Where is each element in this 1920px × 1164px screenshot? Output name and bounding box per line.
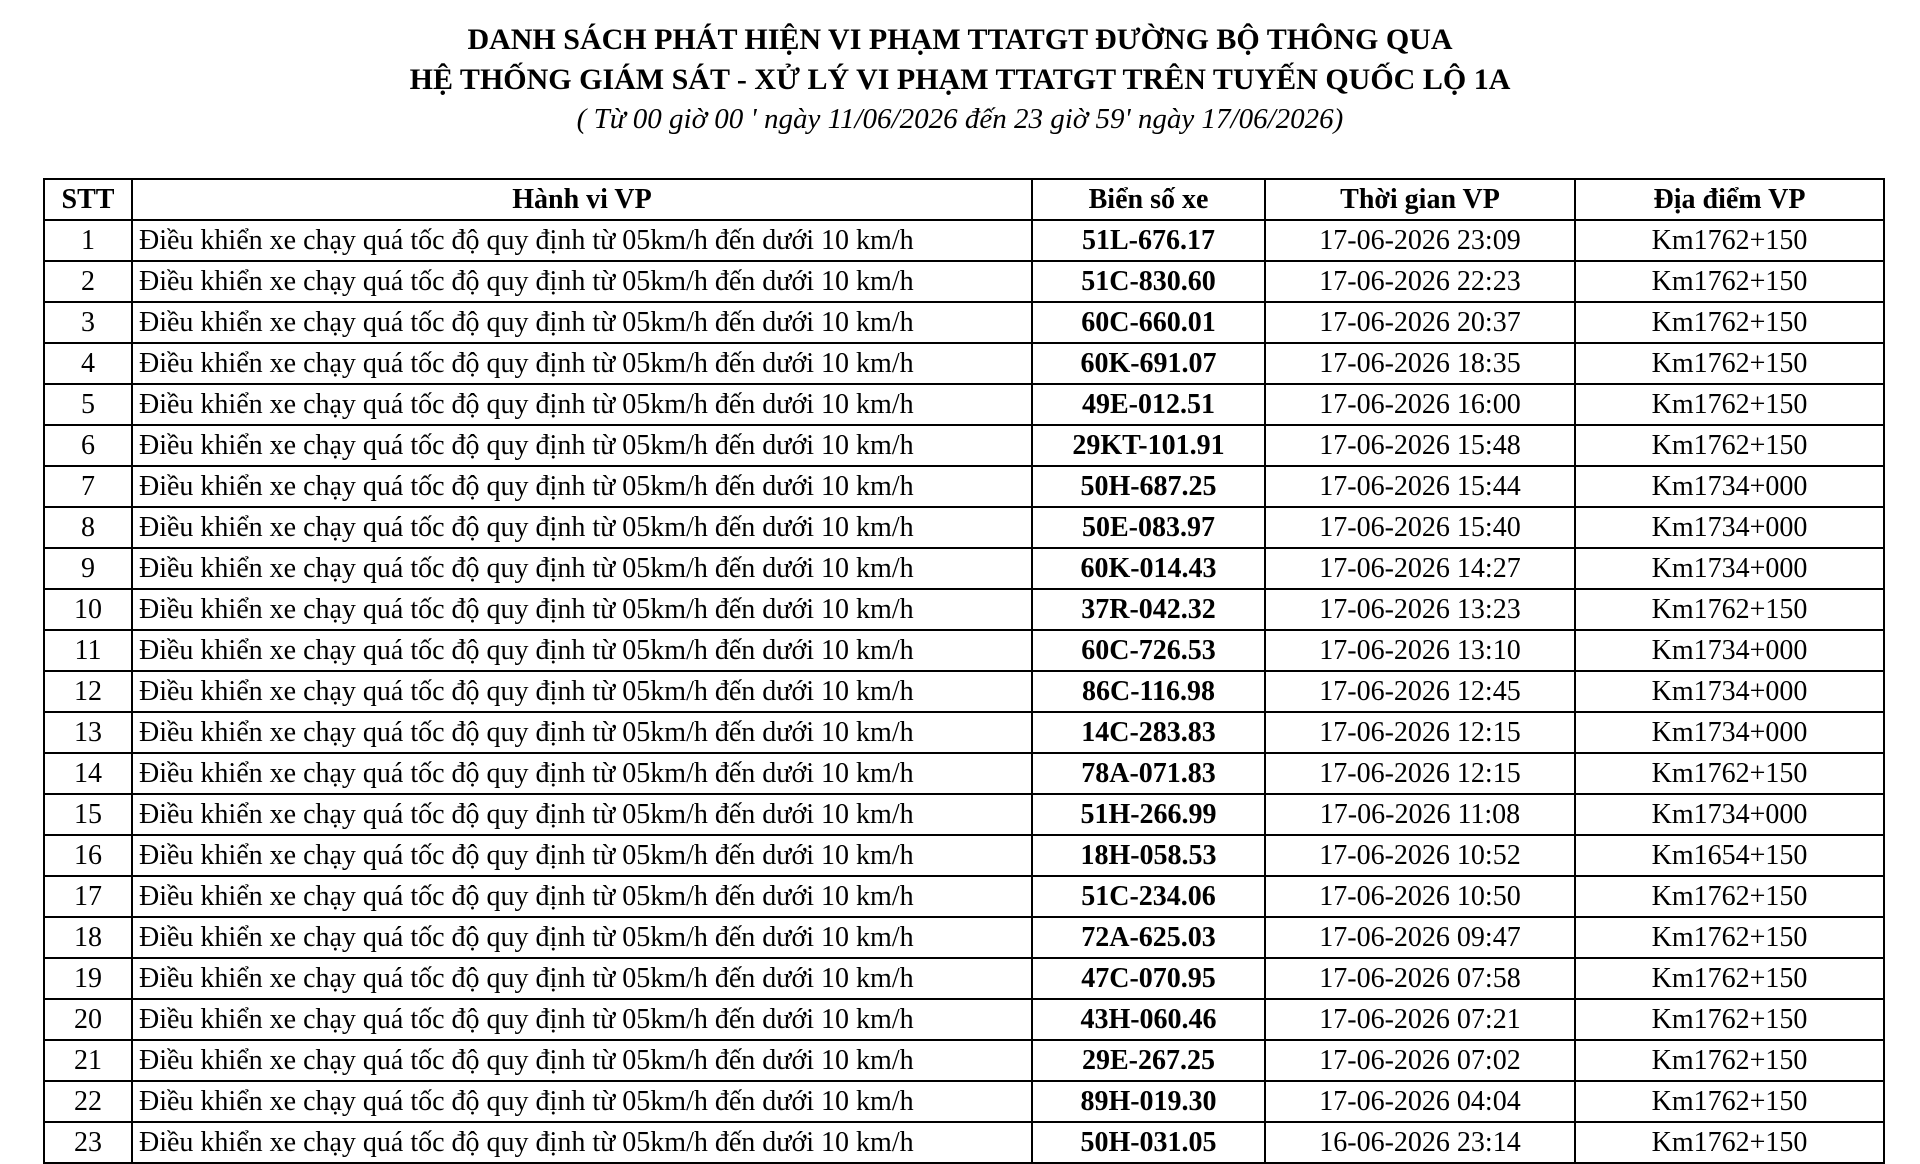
license-plate-cell: 18H-058.53: [1032, 835, 1265, 876]
location-cell: Km1762+150: [1575, 917, 1884, 958]
table-row: [44, 999, 1884, 1040]
license-plate-cell: 50H-687.25: [1032, 466, 1265, 507]
location-cell: Km1762+150: [1575, 1122, 1884, 1163]
table-row: [44, 753, 1884, 794]
violation-cell: Điều khiển xe chạy quá tốc độ quy định từ 05km/h đến dưới 10 km/h: [132, 917, 1032, 958]
violation-time-cell: 17-06-2026 10:52: [1265, 835, 1575, 876]
license-plate-cell: 60C-660.01: [1032, 302, 1265, 343]
row-number-cell: 14: [44, 753, 132, 794]
location-cell: Km1734+000: [1575, 712, 1884, 753]
row-number-cell: 20: [44, 999, 132, 1040]
row-number-cell: 3: [44, 302, 132, 343]
table-row: [44, 220, 1884, 261]
column-header-stt: STT: [44, 179, 132, 220]
row-number-cell: 12: [44, 671, 132, 712]
table-row: [44, 630, 1884, 671]
license-plate-cell: 60C-726.53: [1032, 630, 1265, 671]
table-header-row: [44, 179, 1884, 220]
table-row: [44, 876, 1884, 917]
violation-time-cell: 17-06-2026 13:23: [1265, 589, 1575, 630]
table-row: [44, 302, 1884, 343]
violation-cell: Điều khiển xe chạy quá tốc độ quy định từ 05km/h đến dưới 10 km/h: [132, 671, 1032, 712]
row-number-cell: 22: [44, 1081, 132, 1122]
violation-time-cell: 17-06-2026 23:09: [1265, 220, 1575, 261]
violation-cell: Điều khiển xe chạy quá tốc độ quy định từ 05km/h đến dưới 10 km/h: [132, 261, 1032, 302]
location-cell: Km1762+150: [1575, 343, 1884, 384]
location-cell: Km1734+000: [1575, 548, 1884, 589]
row-number-cell: 5: [44, 384, 132, 425]
table-row: [44, 261, 1884, 302]
row-number-cell: 16: [44, 835, 132, 876]
location-cell: Km1734+000: [1575, 507, 1884, 548]
violation-time-cell: 17-06-2026 12:15: [1265, 712, 1575, 753]
violation-cell: Điều khiển xe chạy quá tốc độ quy định từ 05km/h đến dưới 10 km/h: [132, 384, 1032, 425]
row-number-cell: 8: [44, 507, 132, 548]
table-row: [44, 343, 1884, 384]
license-plate-cell: 37R-042.32: [1032, 589, 1265, 630]
violation-cell: Điều khiển xe chạy quá tốc độ quy định từ 05km/h đến dưới 10 km/h: [132, 1122, 1032, 1163]
row-number-cell: 17: [44, 876, 132, 917]
row-number-cell: 9: [44, 548, 132, 589]
location-cell: Km1762+150: [1575, 302, 1884, 343]
location-cell: Km1762+150: [1575, 220, 1884, 261]
violation-time-cell: 17-06-2026 11:08: [1265, 794, 1575, 835]
table-row: [44, 958, 1884, 999]
violation-time-cell: 17-06-2026 07:58: [1265, 958, 1575, 999]
violation-time-cell: 17-06-2026 14:27: [1265, 548, 1575, 589]
violation-time-cell: 17-06-2026 15:40: [1265, 507, 1575, 548]
row-number-cell: 6: [44, 425, 132, 466]
violation-time-cell: 17-06-2026 10:50: [1265, 876, 1575, 917]
violation-time-cell: 17-06-2026 13:10: [1265, 630, 1575, 671]
violation-cell: Điều khiển xe chạy quá tốc độ quy định từ 05km/h đến dưới 10 km/h: [132, 548, 1032, 589]
row-number-cell: 23: [44, 1122, 132, 1163]
license-plate-cell: 51C-830.60: [1032, 261, 1265, 302]
row-number-cell: 11: [44, 630, 132, 671]
location-cell: Km1734+000: [1575, 466, 1884, 507]
table-row: [44, 466, 1884, 507]
table-row: [44, 384, 1884, 425]
violation-cell: Điều khiển xe chạy quá tốc độ quy định từ 05km/h đến dưới 10 km/h: [132, 794, 1032, 835]
violation-cell: Điều khiển xe chạy quá tốc độ quy định từ 05km/h đến dưới 10 km/h: [132, 712, 1032, 753]
violation-cell: Điều khiển xe chạy quá tốc độ quy định từ 05km/h đến dưới 10 km/h: [132, 220, 1032, 261]
violation-time-cell: 17-06-2026 15:44: [1265, 466, 1575, 507]
license-plate-cell: 14C-283.83: [1032, 712, 1265, 753]
license-plate-cell: 49E-012.51: [1032, 384, 1265, 425]
license-plate-cell: 47C-070.95: [1032, 958, 1265, 999]
table-row: [44, 1081, 1884, 1122]
violation-time-cell: 17-06-2026 22:23: [1265, 261, 1575, 302]
row-number-cell: 18: [44, 917, 132, 958]
row-number-cell: 21: [44, 1040, 132, 1081]
violation-cell: Điều khiển xe chạy quá tốc độ quy định từ 05km/h đến dưới 10 km/h: [132, 302, 1032, 343]
document-title-line-1: DANH SÁCH PHÁT HIỆN VI PHẠM TTATGT ĐƯỜNG BỘ THÔNG QUA: [467, 23, 1453, 56]
violation-time-cell: 17-06-2026 12:15: [1265, 753, 1575, 794]
column-header-plate: Biển số xe: [1032, 179, 1265, 220]
violation-cell: Điều khiển xe chạy quá tốc độ quy định từ 05km/h đến dưới 10 km/h: [132, 999, 1032, 1040]
table-row: [44, 425, 1884, 466]
table-row: [44, 507, 1884, 548]
row-number-cell: 19: [44, 958, 132, 999]
violation-time-cell: 17-06-2026 20:37: [1265, 302, 1575, 343]
violation-cell: Điều khiển xe chạy quá tốc độ quy định từ 05km/h đến dưới 10 km/h: [132, 835, 1032, 876]
license-plate-cell: 89H-019.30: [1032, 1081, 1265, 1122]
location-cell: Km1762+150: [1575, 261, 1884, 302]
row-number-cell: 10: [44, 589, 132, 630]
table-row: [44, 1040, 1884, 1081]
row-number-cell: 2: [44, 261, 132, 302]
license-plate-cell: 50E-083.97: [1032, 507, 1265, 548]
violation-time-cell: 16-06-2026 23:14: [1265, 1122, 1575, 1163]
violation-cell: Điều khiển xe chạy quá tốc độ quy định từ 05km/h đến dưới 10 km/h: [132, 753, 1032, 794]
license-plate-cell: 50H-031.05: [1032, 1122, 1265, 1163]
location-cell: Km1654+150: [1575, 835, 1884, 876]
violation-time-cell: 17-06-2026 09:47: [1265, 917, 1575, 958]
license-plate-cell: 60K-014.43: [1032, 548, 1265, 589]
violation-time-cell: 17-06-2026 04:04: [1265, 1081, 1575, 1122]
document-title-line-2: HỆ THỐNG GIÁM SÁT - XỬ LÝ VI PHẠM TTATGT TRÊN TUYẾN QUỐC LỘ 1A: [409, 63, 1511, 96]
location-cell: Km1762+150: [1575, 1081, 1884, 1122]
license-plate-cell: 29KT-101.91: [1032, 425, 1265, 466]
location-cell: Km1762+150: [1575, 1040, 1884, 1081]
license-plate-cell: 29E-267.25: [1032, 1040, 1265, 1081]
license-plate-cell: 51H-266.99: [1032, 794, 1265, 835]
violation-cell: Điều khiển xe chạy quá tốc độ quy định từ 05km/h đến dưới 10 km/h: [132, 466, 1032, 507]
table-row: [44, 589, 1884, 630]
violation-time-cell: 17-06-2026 07:21: [1265, 999, 1575, 1040]
location-cell: Km1734+000: [1575, 630, 1884, 671]
violation-cell: Điều khiển xe chạy quá tốc độ quy định từ 05km/h đến dưới 10 km/h: [132, 630, 1032, 671]
violation-cell: Điều khiển xe chạy quá tốc độ quy định từ 05km/h đến dưới 10 km/h: [132, 1040, 1032, 1081]
license-plate-cell: 43H-060.46: [1032, 999, 1265, 1040]
column-header-location: Địa điểm VP: [1575, 179, 1884, 220]
table-row: [44, 794, 1884, 835]
document-date-range: ( Từ 00 giờ 00 ' ngày 11/06/2026 đến 23 giờ 59' ngày 17/06/2026): [576, 103, 1344, 135]
row-number-cell: 7: [44, 466, 132, 507]
license-plate-cell: 86C-116.98: [1032, 671, 1265, 712]
table-body: [44, 220, 1884, 1163]
row-number-cell: 1: [44, 220, 132, 261]
location-cell: Km1734+000: [1575, 671, 1884, 712]
table-row: [44, 712, 1884, 753]
violation-time-cell: 17-06-2026 12:45: [1265, 671, 1575, 712]
location-cell: Km1762+150: [1575, 876, 1884, 917]
location-cell: Km1762+150: [1575, 999, 1884, 1040]
violation-cell: Điều khiển xe chạy quá tốc độ quy định từ 05km/h đến dưới 10 km/h: [132, 958, 1032, 999]
violation-cell: Điều khiển xe chạy quá tốc độ quy định từ 05km/h đến dưới 10 km/h: [132, 1081, 1032, 1122]
violation-cell: Điều khiển xe chạy quá tốc độ quy định từ 05km/h đến dưới 10 km/h: [132, 507, 1032, 548]
location-cell: Km1762+150: [1575, 589, 1884, 630]
violation-cell: Điều khiển xe chạy quá tốc độ quy định từ 05km/h đến dưới 10 km/h: [132, 876, 1032, 917]
table-row: [44, 917, 1884, 958]
table-row: [44, 1122, 1884, 1163]
location-cell: Km1762+150: [1575, 425, 1884, 466]
column-header-time: Thời gian VP: [1265, 179, 1575, 220]
location-cell: Km1762+150: [1575, 753, 1884, 794]
row-number-cell: 4: [44, 343, 132, 384]
violation-time-cell: 17-06-2026 15:48: [1265, 425, 1575, 466]
column-header-violation: Hành vi VP: [132, 179, 1032, 220]
license-plate-cell: 60K-691.07: [1032, 343, 1265, 384]
table-row: [44, 548, 1884, 589]
license-plate-cell: 51L-676.17: [1032, 220, 1265, 261]
location-cell: Km1762+150: [1575, 384, 1884, 425]
violation-time-cell: 17-06-2026 18:35: [1265, 343, 1575, 384]
location-cell: Km1734+000: [1575, 794, 1884, 835]
violations-table: [43, 178, 1885, 1164]
license-plate-cell: 51C-234.06: [1032, 876, 1265, 917]
location-cell: Km1762+150: [1575, 958, 1884, 999]
violation-time-cell: 17-06-2026 07:02: [1265, 1040, 1575, 1081]
license-plate-cell: 78A-071.83: [1032, 753, 1265, 794]
violation-cell: Điều khiển xe chạy quá tốc độ quy định từ 05km/h đến dưới 10 km/h: [132, 589, 1032, 630]
table-row: [44, 835, 1884, 876]
violation-cell: Điều khiển xe chạy quá tốc độ quy định từ 05km/h đến dưới 10 km/h: [132, 343, 1032, 384]
row-number-cell: 15: [44, 794, 132, 835]
violation-time-cell: 17-06-2026 16:00: [1265, 384, 1575, 425]
license-plate-cell: 72A-625.03: [1032, 917, 1265, 958]
row-number-cell: 13: [44, 712, 132, 753]
violation-cell: Điều khiển xe chạy quá tốc độ quy định từ 05km/h đến dưới 10 km/h: [132, 425, 1032, 466]
table-row: [44, 671, 1884, 712]
document-header: [0, 20, 1920, 138]
